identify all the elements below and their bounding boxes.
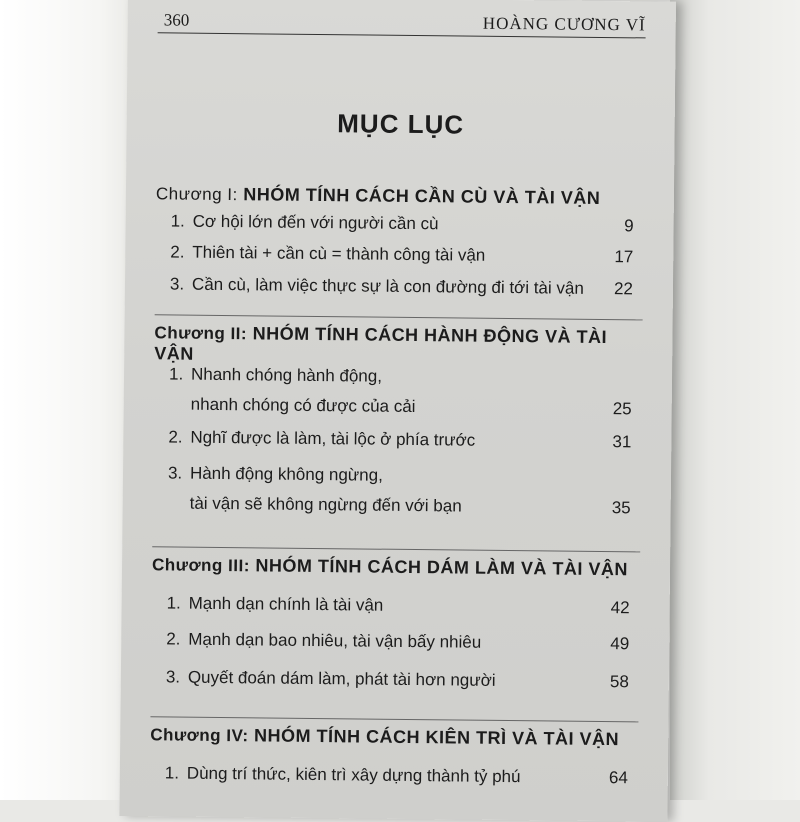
chapter-title: NHÓM TÍNH CÁCH HÀNH ĐỘNG VÀ TÀI VẬN: [154, 323, 608, 364]
entry-text-continued: tài vận sẽ không ngừng đến với bạn: [189, 493, 462, 516]
entry-page: 64: [608, 768, 628, 788]
book-page: [119, 0, 676, 822]
chapter-title: NHÓM TÍNH CÁCH CẦN CÙ VÀ TÀI VẬN: [243, 184, 601, 208]
entry-page: 9: [624, 216, 634, 236]
page-number: 360: [163, 10, 190, 30]
chapter-label: Chương I:: [155, 184, 238, 205]
chapter-label: Chương III:: [151, 555, 251, 576]
entry-number: 3.: [165, 667, 181, 687]
running-header: [158, 4, 646, 38]
author-name: HOÀNG CƯƠNG VĨ: [482, 13, 646, 35]
toc-entry: [169, 359, 633, 424]
toc-entry: [165, 758, 628, 793]
entry-number: 3.: [167, 463, 183, 483]
entry-number: 1.: [164, 763, 180, 783]
toc-entry: [166, 588, 629, 623]
entry-text: Cần cù, làm việc thực sự là con đường đi tới tài vận: [191, 274, 584, 298]
entry-text: Nghĩ được là làm, tài lộc ở phía trước: [190, 427, 476, 450]
chapter-label: Chương IV:: [150, 725, 249, 746]
toc-title: MỤC LỤC: [337, 108, 465, 140]
chapter-heading: [152, 546, 640, 580]
entry-page: 42: [610, 598, 630, 618]
entry-page: 31: [612, 432, 632, 452]
entry-number: 2.: [170, 242, 185, 262]
entry-page: 25: [612, 399, 632, 419]
entry-number: 1.: [170, 211, 185, 231]
entry-number: 2.: [168, 427, 183, 447]
chapter-heading: [156, 176, 644, 209]
entry-text: Hành động không ngừng,: [189, 463, 383, 485]
entry-number: 1.: [168, 364, 184, 384]
entry-page: 17: [614, 247, 634, 267]
toc-entry: [170, 206, 633, 241]
entry-page: 49: [610, 634, 630, 654]
toc-entry: [168, 458, 632, 523]
entry-page: 22: [613, 279, 634, 299]
entry-page: 58: [609, 672, 629, 692]
entry-number: 1.: [166, 593, 181, 613]
toc-entry: [166, 662, 629, 697]
background-right: [670, 0, 800, 800]
entry-text: Quyết đoán dám làm, phát tài hơn người: [187, 667, 496, 690]
toc-entry: [166, 624, 629, 659]
toc-entry: [170, 269, 633, 304]
entry-text: Nhanh chóng hành động,: [190, 364, 383, 386]
entry-text: Thiên tài + cần cù = thành công tài vận: [192, 242, 486, 265]
entry-text: Cơ hội lớn đến với người cần cù: [192, 211, 439, 234]
chapter-label: Chương II:: [154, 323, 248, 344]
chapter-heading: [150, 716, 638, 750]
entry-text: Mạnh dạn bao nhiêu, tài vận bấy nhiêu: [188, 629, 482, 652]
background-left: [0, 0, 140, 800]
entry-text: Dùng trí thức, kiên trì xây dựng thành tỷ phú: [186, 763, 521, 787]
entry-text-continued: nhanh chóng có được của cải: [190, 394, 416, 417]
entry-page: 35: [611, 498, 631, 518]
toc-entry: [170, 237, 633, 272]
entry-number: 2.: [166, 629, 181, 649]
toc-entry: [168, 422, 631, 457]
chapter-title: NHÓM TÍNH CÁCH KIÊN TRÌ VÀ TÀI VẬN: [254, 725, 620, 750]
chapter-title: NHÓM TÍNH CÁCH DÁM LÀM VÀ TÀI VẬN: [255, 555, 629, 580]
entry-number: 3.: [169, 274, 185, 294]
entry-text: Mạnh dạn chính là tài vận: [188, 593, 384, 615]
